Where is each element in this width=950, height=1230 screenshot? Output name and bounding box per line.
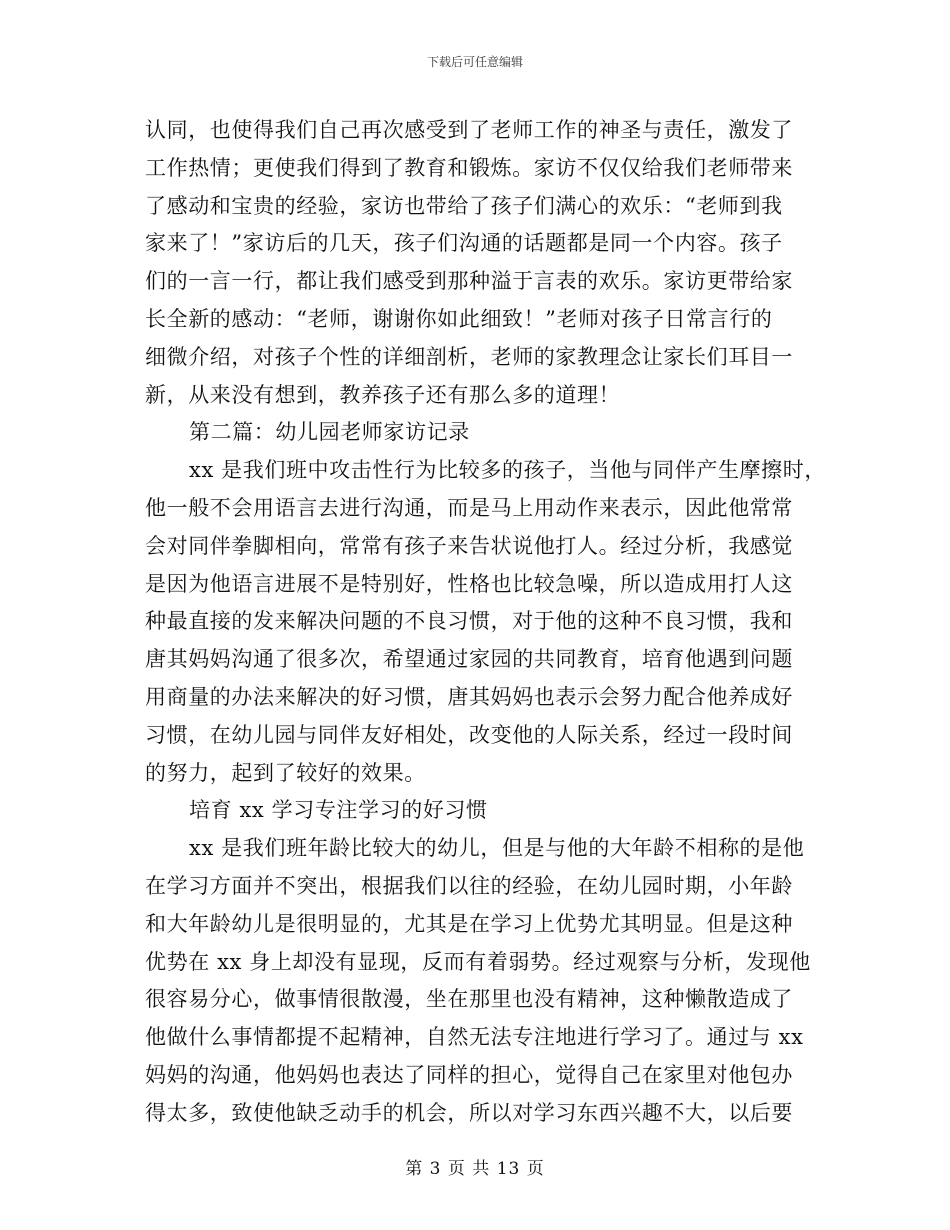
text-line: 习惯，在幼儿园与同伴友好相处，改变他的人际关系，经过一段时间 bbox=[145, 722, 793, 747]
text-line: 是因为他语言进展不是特别好，性格也比较急噪，所以造成用打人这 bbox=[145, 571, 793, 596]
text-line: 种最直接的发来解决问题的不良习惯，对于他的这种不良习惯，我和 bbox=[145, 609, 793, 634]
text-line: 他做什么事情都提不起精神，自然无法专注地进行学习了。通过与 xx bbox=[145, 1025, 804, 1050]
page-footer: 第 3 页 共 13 页 bbox=[405, 1159, 545, 1179]
text-line: 第二篇：幼儿园老师家访记录 bbox=[189, 420, 470, 445]
text-line: 的努力，起到了较好的效果。 bbox=[145, 760, 426, 785]
text-line: 培育 xx 学习专注学习的好习惯 bbox=[189, 798, 488, 823]
text-line: 得太多，致使他缺乏动手的机会，所以对学习东西兴趣不大，以后要 bbox=[145, 1100, 793, 1125]
text-line: 和大年龄幼儿是很明显的，尤其是在学习上优势尤其明显。但是这种 bbox=[145, 911, 793, 936]
text-line: 优势在 xx 身上却没有显现，反而有着弱势。经过观察与分析，发现他 bbox=[145, 949, 811, 974]
text-line: 长全新的感动：“老师，谢谢你如此细致！”老师对孩子日常言行的 bbox=[145, 306, 773, 331]
document-body bbox=[145, 112, 825, 1133]
text-line: 用商量的办法来解决的好习惯，唐其妈妈也表示会努力配合他养成好 bbox=[145, 684, 793, 709]
text-line: 认同，也使得我们自己再次感受到了老师工作的神圣与责任，激发了 bbox=[145, 118, 793, 142]
text-line: 了感动和宝贵的经验，家访也带给了孩子们满心的欢乐：“老师到我 bbox=[145, 193, 783, 218]
text-line: 他一般不会用语言去进行沟通，而是马上用动作来表示，因此他常常 bbox=[145, 495, 793, 520]
text-line: 新，从来没有想到，教养孩子还有那么多的道理！ bbox=[145, 382, 621, 407]
text-line: 细微介绍，对孩子个性的详细剖析，老师的家教理念让家长们耳目一 bbox=[145, 344, 793, 369]
text-line: 很容易分心，做事情很散漫，坐在那里也没有精神，这种懒散造成了 bbox=[145, 987, 793, 1012]
text-line: 们的一言一行，都让我们感受到那种溢于言表的欢乐。家访更带给家 bbox=[145, 269, 793, 294]
text-line: 在学习方面并不突出，根据我们以往的经验，在幼儿园时期，小年龄 bbox=[145, 873, 793, 898]
text-line: 唐其妈妈沟通了很多次，希望通过家园的共同教育，培育他遇到问题 bbox=[145, 647, 793, 672]
page-header: 下载后可任意编辑 bbox=[426, 55, 523, 69]
text-line: 妈妈的沟通，他妈妈也表达了同样的担心，觉得自己在家里对他包办 bbox=[145, 1062, 793, 1087]
text-line: 会对同伴拳脚相向，常常有孩子来告状说他打人。经过分析，我感觉 bbox=[145, 533, 793, 558]
text-line: 工作热情；更使我们得到了教育和锻炼。家访不仅仅给我们老师带来 bbox=[145, 155, 793, 180]
text-line: xx 是我们班年龄比较大的幼儿，但是与他的大年龄不相称的是他 bbox=[189, 836, 805, 861]
text-line: xx 是我们班中攻击性行为比较多的孩子，当他与同伴产生摩擦时， bbox=[189, 458, 826, 483]
text-line: 家来了！”家访后的几天，孩子们沟通的话题都是同一个内容。孩子 bbox=[145, 231, 783, 256]
